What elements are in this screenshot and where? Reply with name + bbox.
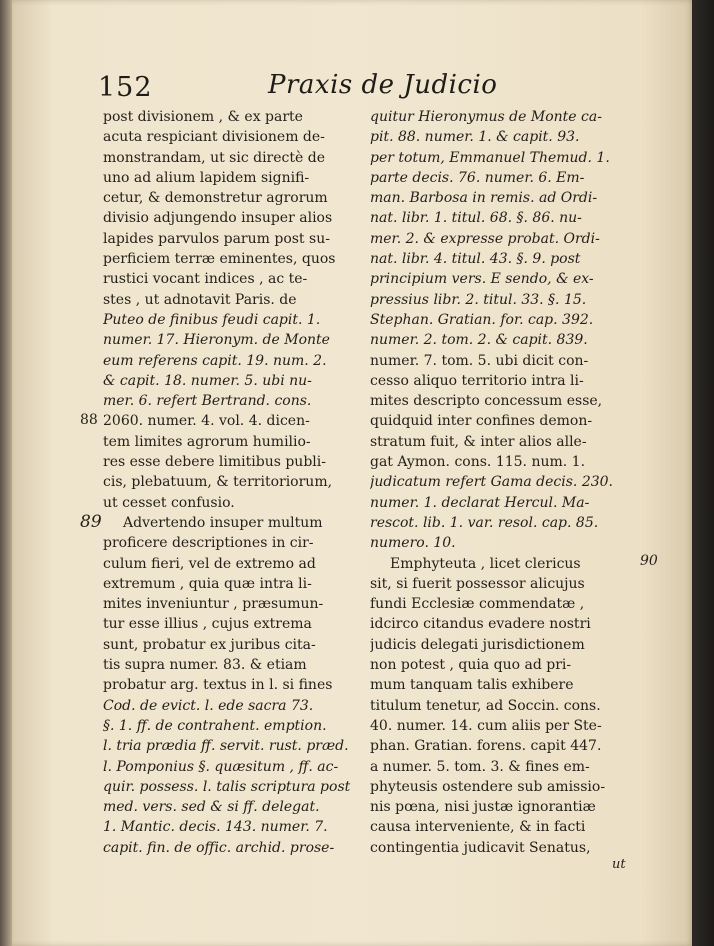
text-line: stratum fuit, & inter alios alle- (370, 433, 587, 450)
text-line: uno ad alium lapidem signifi- (103, 169, 310, 186)
text-line: res esse debere limitibus publi- (103, 454, 326, 471)
citation-line: quitur Hieronymus de Monte ca- (370, 109, 602, 125)
citation-line: numer. 2. tom. 2. & capit. 839. (370, 332, 588, 349)
text-line: fundi Ecclesiæ commendatæ , (370, 596, 585, 613)
citation-line: pressius libr. 2. titul. 33. §. 15. (370, 291, 587, 308)
citation-line: parte decis. 76. numer. 6. Em- (370, 169, 585, 186)
text-line: gat Aymon. cons. 115. num. 1. (370, 454, 586, 471)
citation-line: numer. 1. declarat Hercul. Ma- (370, 494, 590, 511)
citation-line: l. tria prædia ff. servit. rust. præd. (103, 738, 349, 755)
text-line: phyteusis ostendere sub amissio- (370, 778, 606, 795)
text-line: nis pœna, nisi justæ ignorantiæ (370, 799, 596, 816)
text-line: acuta respiciant divisionem de- (103, 129, 325, 146)
citation-line: med. vers. sed & si ff. delegat. (103, 799, 320, 816)
text-line: divisio adjungendo insuper alios (103, 210, 333, 227)
citation-line: mer. 6. refert Bertrand. cons. (103, 393, 312, 410)
citation-line: nat. libr. 1. titul. 68. §. 86. nu- (370, 210, 582, 227)
citation-line: Cod. de evict. l. ede sacra 73. (103, 697, 314, 714)
citation-line: nat. libr. 4. titul. 43. §. 9. post (370, 251, 581, 268)
text-line: extremum , quia quæ intra li- (103, 575, 312, 592)
margin-number-90: 90 (640, 553, 658, 569)
right-column (370, 107, 634, 858)
text-line: numer. 7. tom. 5. ubi dicit con- (370, 352, 589, 369)
text-line: idcirco citandus evadere nostri (370, 616, 591, 633)
text-line: a numer. 5. tom. 3. & fines em- (370, 758, 590, 775)
catchword: ut (612, 857, 626, 872)
citation-line: judicatum refert Gama decis. 230. (370, 474, 613, 491)
text-line: non potest , quia quo ad pri- (370, 657, 572, 674)
text-line: tis supra numer. 83. & etiam (103, 657, 307, 674)
text-line: cesso aliquo territorio intra li- (370, 372, 584, 389)
citation-line: quir. possess. l. talis scriptura post (103, 778, 351, 795)
running-title: Praxis de Judicio (268, 70, 498, 100)
text-line: causa interveniente, & in facti (370, 819, 586, 836)
text-line: cetur, & demonstretur agrorum (103, 190, 328, 207)
text-line: tur esse illius , cujus extrema (103, 616, 312, 633)
running-head (98, 68, 638, 108)
citation-line: numero. 10. (370, 535, 456, 552)
citation-line: Stephan. Gratian. for. cap. 392. (370, 311, 594, 328)
text-line: culum fieri, vel de extremo ad (103, 555, 316, 572)
text-line: mum tanquam talis exhibere (370, 677, 574, 694)
citation-line: mer. 2. & expresse probat. Ordi- (370, 230, 600, 247)
text-line: judicis delegati jurisdictionem (370, 636, 585, 653)
citation-line: numer. 17. Hieronym. de Monte (103, 332, 330, 349)
text-line: quidquid inter confines demon- (370, 413, 593, 430)
citation-line: capit. fin. de offic. archid. prose- (103, 839, 335, 856)
text-line: 2060. numer. 4. vol. 4. dicen- (103, 413, 310, 430)
page-number: 152 (98, 72, 153, 103)
text-line: tem limites agrorum humilio- (103, 433, 311, 450)
left-column (103, 107, 358, 858)
text-line: 40. numer. 14. cum aliis per Ste- (370, 717, 602, 734)
citation-line: pit. 88. numer. 1. & capit. 93. (370, 129, 580, 146)
text-line: probatur arg. textus in l. si fines (103, 677, 333, 694)
citation-line: §. 1. ff. de contrahent. emption. (103, 717, 327, 734)
text-line: perficiem terræ eminentes, quos (103, 251, 336, 268)
text-line: mites descripto concessum esse, (370, 393, 603, 410)
text-line: post divisionem , & ex parte (103, 109, 303, 125)
page-edge-shadow (692, 0, 714, 946)
margin-number-89: 89 (80, 512, 102, 532)
margin-number-88: 88 (80, 412, 98, 428)
citation-line: rescot. lib. 1. var. resol. cap. 85. (370, 514, 599, 531)
citation-line: Puteo de finibus feudi capit. 1. (103, 311, 321, 328)
paragraph-start-line: Emphyteuta , licet clericus (390, 555, 581, 572)
text-line: titulum tenetur, ad Soccin. cons. (370, 697, 601, 714)
citation-line: eum referens capit. 19. num. 2. (103, 352, 327, 369)
citation-line: & capit. 18. numer. 5. ubi nu- (103, 372, 312, 389)
citation-line: principium vers. E sendo, & ex- (370, 271, 594, 288)
text-line: proficere descriptiones in cir- (103, 535, 314, 552)
text-line: lapides parvulos parum post su- (103, 230, 330, 247)
text-line: sit, si fuerit possessor alicujus (370, 575, 585, 592)
text-line: cis, plebatuum, & territoriorum, (103, 474, 333, 491)
citation-line: 1. Mantic. decis. 143. numer. 7. (103, 819, 328, 836)
text-line: stes , ut adnotavit Paris. de (103, 291, 297, 308)
text-line: sunt, probatur ex juribus cita- (103, 636, 316, 653)
citation-line: per totum, Emmanuel Themud. 1. (370, 149, 610, 166)
paragraph-start-line: Advertendo insuper multum (123, 514, 323, 531)
text-line: monstrandam, ut sic directè de (103, 149, 325, 166)
citation-line: l. Pomponius §. quæsitum , ff. ac- (103, 758, 339, 775)
text-line: contingentia judicavit Senatus, (370, 839, 591, 856)
text-line: phan. Gratian. forens. capit 447. (370, 738, 602, 755)
text-line: rustici vocant indices , ac te- (103, 271, 308, 288)
text-line: ut cesset confusio. (103, 494, 235, 511)
citation-line: man. Barbosa in remis. ad Ordi- (370, 190, 598, 207)
text-line: mites inveniuntur , præsumun- (103, 596, 324, 613)
